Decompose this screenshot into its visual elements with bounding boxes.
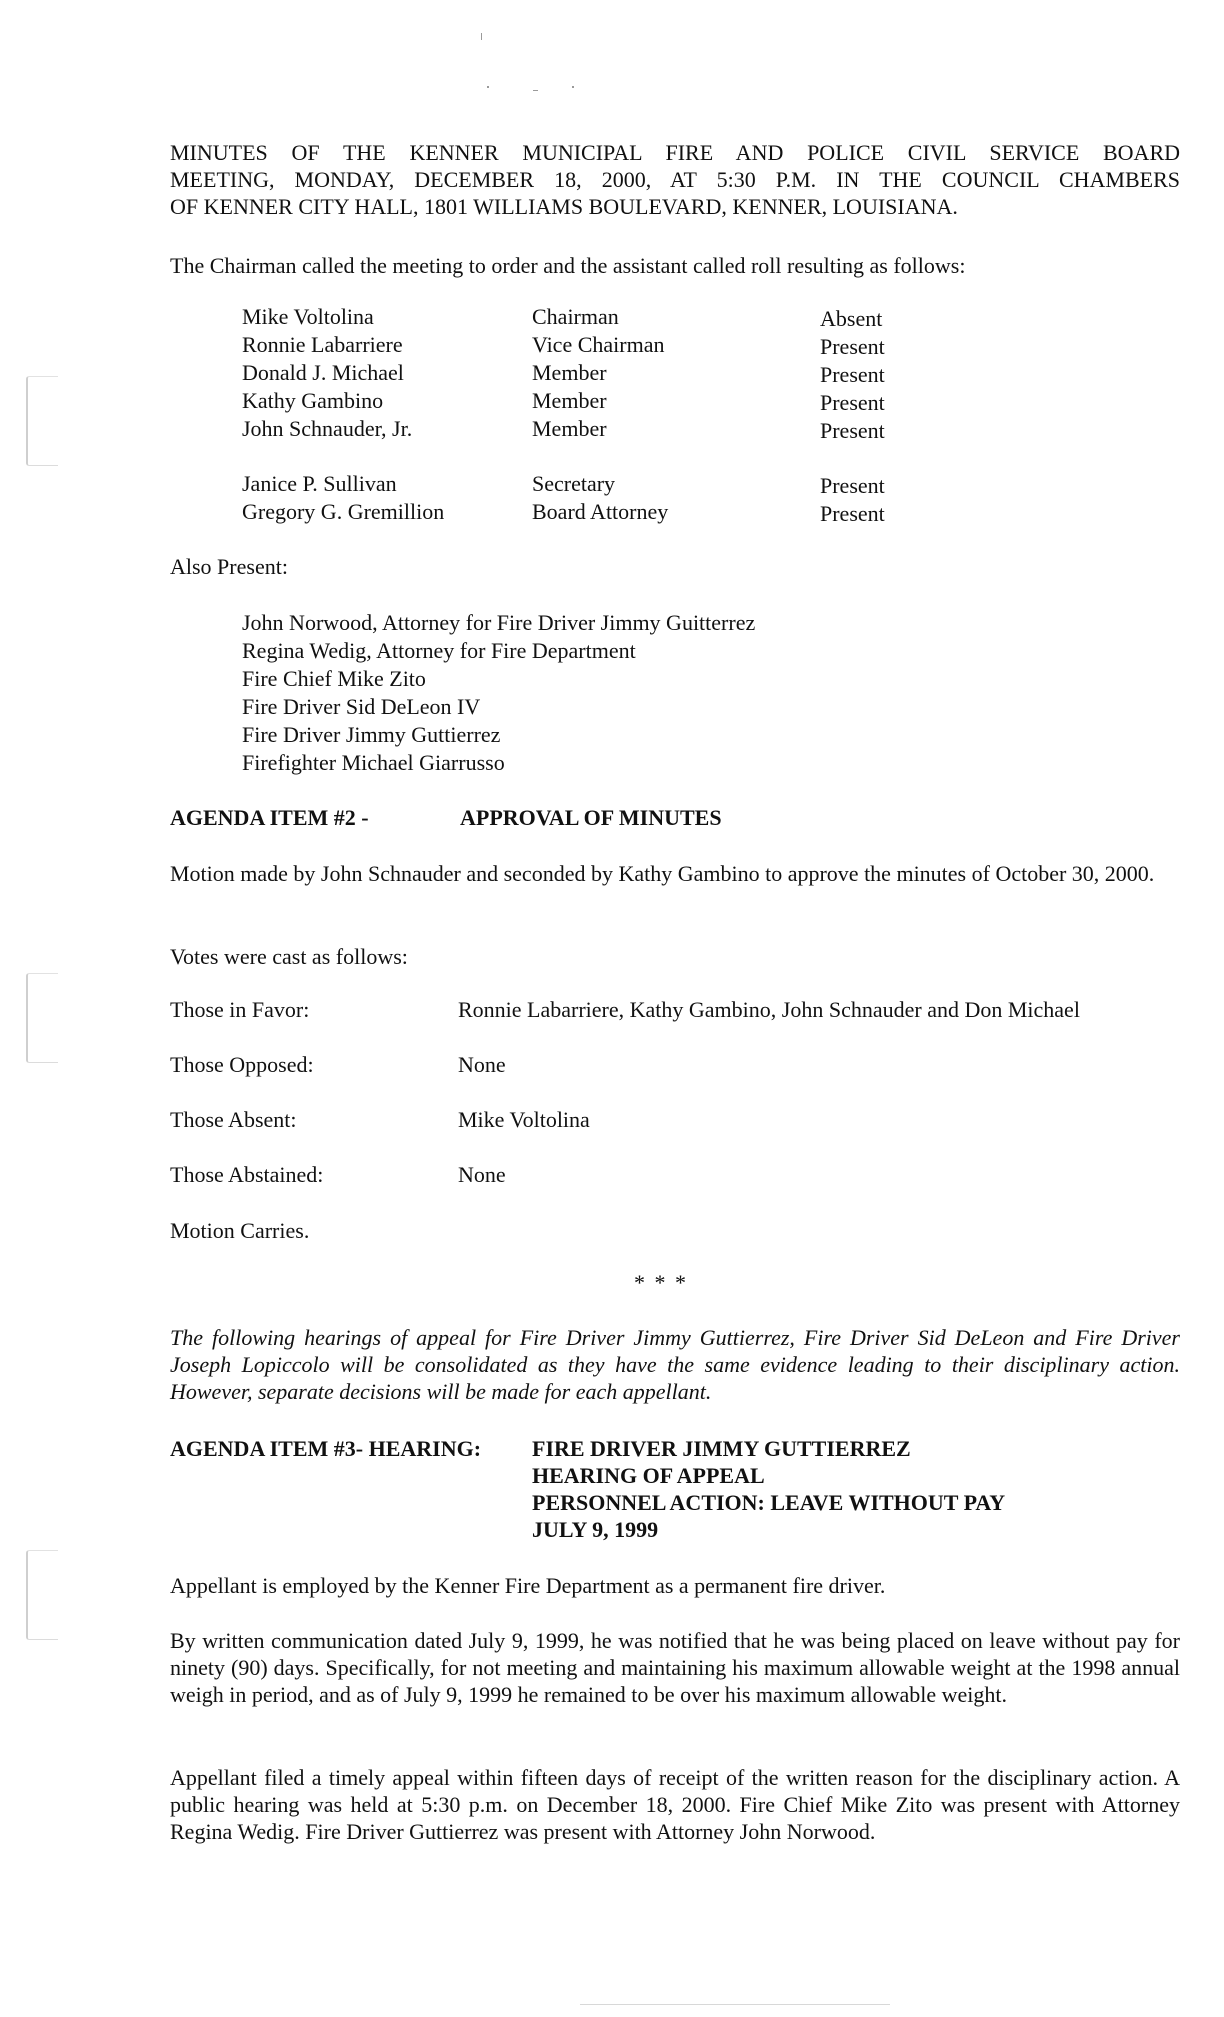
member-name: Donald J. Michael (242, 360, 404, 385)
motion-text: Motion made by John Schnauder and seconded by Kathy Gambino to approve the minutes of October 30, 2000. (170, 861, 1155, 886)
vote-label: Those Opposed: (170, 1052, 314, 1077)
motion-result: Motion Carries. (170, 1218, 310, 1243)
member-title: Board Attorney (532, 499, 669, 524)
attendee: Firefighter Michael Giarrusso (242, 750, 505, 775)
member-status: Present (820, 501, 885, 526)
member-title: Vice Chairman (532, 332, 665, 357)
member-title: Chairman (532, 304, 619, 329)
member-title: Member (532, 388, 607, 413)
hearing-paragraph: Appellant is employed by the Kenner Fire Department as a permanent fire driver. (170, 1573, 886, 1598)
vote-value: Ronnie Labarriere, Kathy Gambino, John Schnauder and Don Michael (458, 997, 1080, 1022)
hearing-line: FIRE DRIVER JIMMY GUTTIERREZ (532, 1436, 911, 1461)
vote-value: Mike Voltolina (458, 1107, 590, 1132)
also-present-list (242, 609, 755, 777)
vote-label: Those Absent: (170, 1107, 297, 1132)
member-status: Absent (820, 306, 883, 331)
member-status: Present (820, 362, 885, 387)
agenda-item-label: AGENDA ITEM #3- HEARING: (170, 1436, 482, 1461)
member-status: Present (820, 473, 885, 498)
hearing-line: HEARING OF APPEAL (532, 1463, 765, 1488)
member-name: Ronnie Labarriere (242, 332, 403, 357)
minutes-header (170, 139, 1180, 220)
header-line: OF KENNER CITY HALL, 1801 WILLIAMS BOULEVARD, KENNER, LOUISIANA. (170, 194, 958, 219)
member-status: Present (820, 334, 885, 359)
scan-speck (487, 86, 489, 88)
votes-intro: Votes were cast as follows: (170, 944, 408, 969)
vote-label: Those Abstained: (170, 1162, 324, 1187)
header-line: MEETING, MONDAY, DECEMBER 18, 2000, AT 5:30 P.M. IN THE COUNCIL CHAMBERS (170, 167, 1180, 192)
member-name: John Schnauder, Jr. (242, 416, 413, 441)
punch-hole-mark (26, 376, 58, 466)
attendee: Fire Driver Sid DeLeon IV (242, 694, 481, 719)
scan-speck (572, 86, 574, 88)
member-name: Gregory G. Gremillion (242, 499, 445, 524)
roll-call-intro: The Chairman called the meeting to order and the assistant called roll resulting as follows: (170, 253, 966, 278)
scan-speck (481, 33, 482, 40)
member-name: Janice P. Sullivan (242, 471, 397, 496)
attendee: Regina Wedig, Attorney for Fire Department (242, 638, 636, 663)
vote-value: None (458, 1052, 506, 1077)
attendee: Fire Driver Jimmy Guttierrez (242, 722, 501, 747)
hearing-paragraph: Appellant filed a timely appeal within fifteen days of receipt of the written reason for the disciplinary action. A public hearing was held at 5:30 p.m. on December 18, 2000. Fire Chief Mike Zito was present with Attorney Regina Wedig. Fire Driver Guttierrez was present with Attorney John Norwood. (170, 1765, 1180, 1844)
member-title: Secretary (532, 471, 616, 496)
vote-label: Those in Favor: (170, 997, 310, 1022)
section-separator: * * * (634, 1270, 688, 1295)
attendee: John Norwood, Attorney for Fire Driver Jimmy Guitterrez (242, 610, 756, 635)
consolidation-note: The following hearings of appeal for Fire Driver Jimmy Guttierrez, Fire Driver Sid DeLeon and Fire Driver Joseph Lopiccolo will be consolidated as they have the same evidence leading to their disciplinary action. However, separate decisions will be made for each appellant. (170, 1325, 1180, 1404)
hearing-details (532, 1435, 1005, 1543)
scan-edge-line (580, 2004, 890, 2005)
member-status: Present (820, 390, 885, 415)
hearing-line: JULY 9, 1999 (532, 1517, 659, 1542)
hearing-line: PERSONNEL ACTION: LEAVE WITHOUT PAY (532, 1490, 1006, 1515)
vote-value: None (458, 1162, 506, 1187)
agenda-item-label: AGENDA ITEM #2 - (170, 805, 369, 830)
member-name: Mike Voltolina (242, 304, 374, 329)
header-line: MINUTES OF THE KENNER MUNICIPAL FIRE AND POLICE CIVIL SERVICE BOARD (170, 140, 1180, 165)
member-title: Member (532, 416, 607, 441)
member-name: Kathy Gambino (242, 388, 384, 413)
scan-speck (533, 90, 538, 91)
member-status: Present (820, 418, 885, 443)
attendee: Fire Chief Mike Zito (242, 666, 426, 691)
punch-hole-mark (26, 1550, 58, 1640)
member-title: Member (532, 360, 607, 385)
also-present-label: Also Present: (170, 554, 288, 579)
punch-hole-mark (26, 973, 58, 1063)
hearing-paragraph: By written communication dated July 9, 1999, he was notified that he was being placed on leave without pay for ninety (90) days. Specifically, for not meeting and maintaining his maximum allowable weight at the 1998 annual weigh in period, and as of July 9, 1999 he remained to be over his maximum allowable weight. (170, 1628, 1180, 1707)
agenda-item-title: APPROVAL OF MINUTES (460, 805, 722, 830)
